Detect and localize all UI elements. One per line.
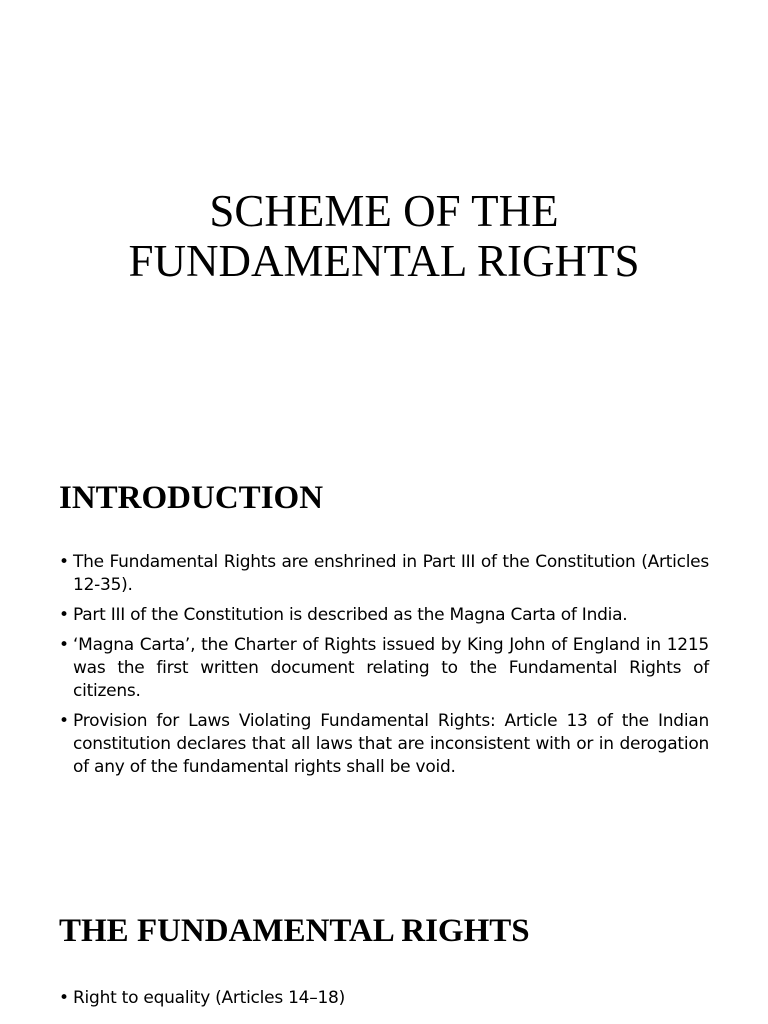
title-line-2: FUNDAMENTAL RIGHTS	[128, 236, 640, 286]
bullet-icon: •	[59, 988, 69, 1008]
fundamental-rights-slide	[0, 865, 768, 1024]
bullet-text: ‘Magna Carta’, the Charter of Rights issued by King John of England in 1215 was the first written document relating to the Fundamental Rights of citizens.	[73, 635, 709, 701]
bullet-item	[59, 987, 709, 1010]
bullet-text: Right to equality (Articles 14–18)	[73, 988, 345, 1008]
bullet-item	[59, 634, 709, 703]
bullet-item	[59, 551, 709, 597]
bullet-text: Provision for Laws Violating Fundamental Rights: Article 13 of the Indian constitution declares that all laws that are inconsistent with or in derogation of any of the fundamental rights shall be void.	[73, 711, 709, 777]
bullet-icon: •	[59, 552, 69, 572]
bullet-item	[59, 604, 709, 627]
bullet-text: The Fundamental Rights are enshrined in Part III of the Constitution (Articles 12-35).	[73, 552, 709, 595]
fundamental-rights-bullet-list	[59, 987, 709, 1017]
bullet-icon: •	[59, 635, 69, 655]
bullet-item	[59, 710, 709, 779]
page-title	[0, 186, 768, 286]
introduction-heading: INTRODUCTION	[59, 480, 324, 516]
bullet-icon: •	[59, 605, 69, 625]
introduction-bullet-list	[59, 551, 709, 786]
title-line-1: SCHEME OF THE	[209, 186, 559, 236]
bullet-icon: •	[59, 711, 69, 731]
title-slide	[0, 0, 768, 395]
introduction-slide	[0, 395, 768, 865]
fundamental-rights-heading: THE FUNDAMENTAL RIGHTS	[59, 913, 530, 949]
bullet-text: Part III of the Constitution is described as the Magna Carta of India.	[73, 605, 628, 625]
